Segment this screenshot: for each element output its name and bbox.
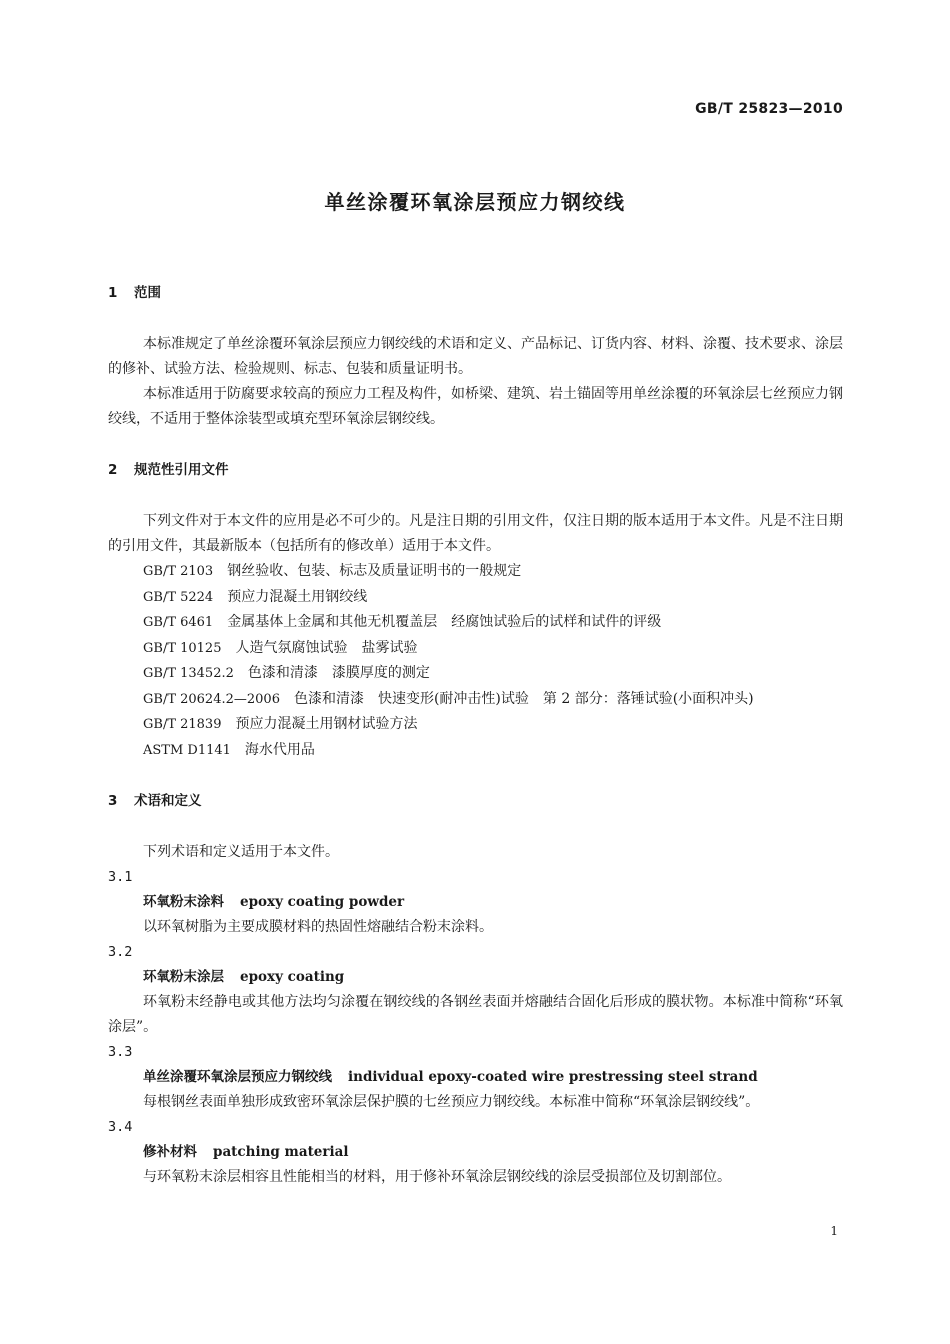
reference-title: 预应力混凝土用钢绞线 (227, 588, 368, 605)
term-definition: 与环氧粉末涂层相容且性能相当的材料，用于修补环氧涂层钢绞线的涂层受损部位及切割部位。 (143, 1169, 731, 1185)
reference-item (108, 738, 843, 764)
reference-code: GB/T 10125 (143, 640, 222, 656)
section-title: 术语和定义 (134, 793, 202, 809)
term-en: patching material (213, 1144, 349, 1160)
reference-item (108, 585, 843, 611)
term-definition: 环氧粉末经静电或其他方法均匀涂覆在钢绞线的各钢丝表面并熔融结合固化后形成的膜状物。本标准中简称“环氧涂层”。 (108, 994, 843, 1035)
terms-intro: 下列术语和定义适用于本文件。 (143, 844, 339, 860)
reference-code: GB/T 13452.2 (143, 666, 234, 681)
references-intro: 下列文件对于本文件的应用是必不可少的。凡是注日期的引用文件，仅注日期的版本适用于本文件。凡是不注日期的引用文件，其最新版本（包括所有的修改单）适用于本文件。 (108, 513, 843, 554)
term-number: 3.3 (108, 1044, 133, 1060)
reference-item (108, 636, 843, 662)
document-title: 单丝涂覆环氧涂层预应力钢绞线 (324, 190, 626, 214)
term-en: epoxy coating powder (240, 894, 405, 910)
section-heading (108, 791, 843, 811)
reference-item (108, 712, 843, 738)
term-heading (108, 1140, 843, 1165)
reference-title: 人造气氛腐蚀试验 盐雾试验 (235, 639, 418, 656)
term-heading (108, 1065, 843, 1090)
term-entry (108, 940, 843, 1040)
reference-title: 海水代用品 (244, 741, 315, 758)
section-number: 2 (108, 462, 118, 478)
section-title: 范围 (134, 285, 161, 301)
scope-paragraph: 本标准规定了单丝涂覆环氧涂层预应力钢绞线的术语和定义、产品标记、订货内容、材料、涂覆、技术要求、涂层的修补、试验方法、检验规则、标志、包装和质量证明书。 (108, 336, 843, 377)
scope-paragraph: 本标准适用于防腐要求较高的预应力工程及构件，如桥梁、建筑、岩土锚固等用单丝涂覆的环氧涂层七丝预应力钢绞线，不适用于整体涂装型或填充型环氧涂层钢绞线。 (108, 386, 843, 427)
reference-code: GB/T 6461 (143, 615, 214, 630)
term-en: individual epoxy-coated wire prestressing steel strand (348, 1069, 758, 1085)
reference-code: GB/T 5224 (143, 589, 214, 605)
section-title: 规范性引用文件 (134, 462, 229, 478)
section-heading (108, 460, 843, 480)
term-zh: 环氧粉末涂料 (143, 894, 224, 910)
section-number: 1 (108, 285, 118, 301)
term-en: epoxy coating (240, 969, 345, 985)
term-heading (108, 965, 843, 990)
term-zh: 环氧粉末涂层 (143, 969, 224, 985)
term-zh: 单丝涂覆环氧涂层预应力钢绞线 (143, 1069, 332, 1085)
reference-item (108, 661, 843, 687)
term-entry (108, 865, 843, 940)
page-number: 1 (830, 1224, 838, 1238)
reference-title: 钢丝验收、包装、标志及质量证明书的一般规定 (227, 563, 522, 579)
section-scope (108, 283, 843, 432)
term-number: 3.2 (108, 944, 133, 960)
section-number: 3 (108, 793, 118, 809)
reference-code: ASTM D1141 (143, 742, 231, 758)
standard-code: GB/T 25823—2010 (695, 101, 843, 117)
reference-item (108, 559, 843, 585)
reference-title: 预应力混凝土用钢材试验方法 (235, 716, 418, 732)
reference-code: GB/T 20624.2—2006 (143, 691, 280, 707)
reference-title: 色漆和清漆 快速变形(耐冲击性)试验 第 2 部分：落锤试验(小面积冲头) (293, 690, 754, 707)
reference-item (108, 610, 843, 636)
section-terms-definitions (108, 791, 843, 1190)
reference-item (108, 687, 843, 713)
reference-title: 金属基体上金属和其他无机覆盖层 经腐蚀试验后的试样和试件的评级 (227, 614, 662, 630)
reference-title: 色漆和清漆 漆膜厚度的测定 (247, 665, 430, 681)
term-entry (108, 1040, 843, 1115)
reference-code: GB/T 21839 (143, 717, 222, 732)
term-heading (108, 890, 843, 915)
section-heading (108, 283, 843, 303)
term-number: 3.4 (108, 1119, 133, 1135)
reference-list (108, 559, 843, 763)
section-normative-references (108, 460, 843, 763)
term-number: 3.1 (108, 869, 133, 885)
reference-code: GB/T 2103 (143, 564, 214, 579)
term-zh: 修补材料 (143, 1144, 197, 1160)
term-definition: 以环氧树脂为主要成膜材料的热固性熔融结合粉末涂料。 (143, 919, 493, 935)
term-definition: 每根钢丝表面单独形成致密环氧涂层保护膜的七丝预应力钢绞线。本标准中简称“环氧涂层钢绞线”。 (143, 1094, 760, 1110)
term-entry (108, 1115, 843, 1190)
